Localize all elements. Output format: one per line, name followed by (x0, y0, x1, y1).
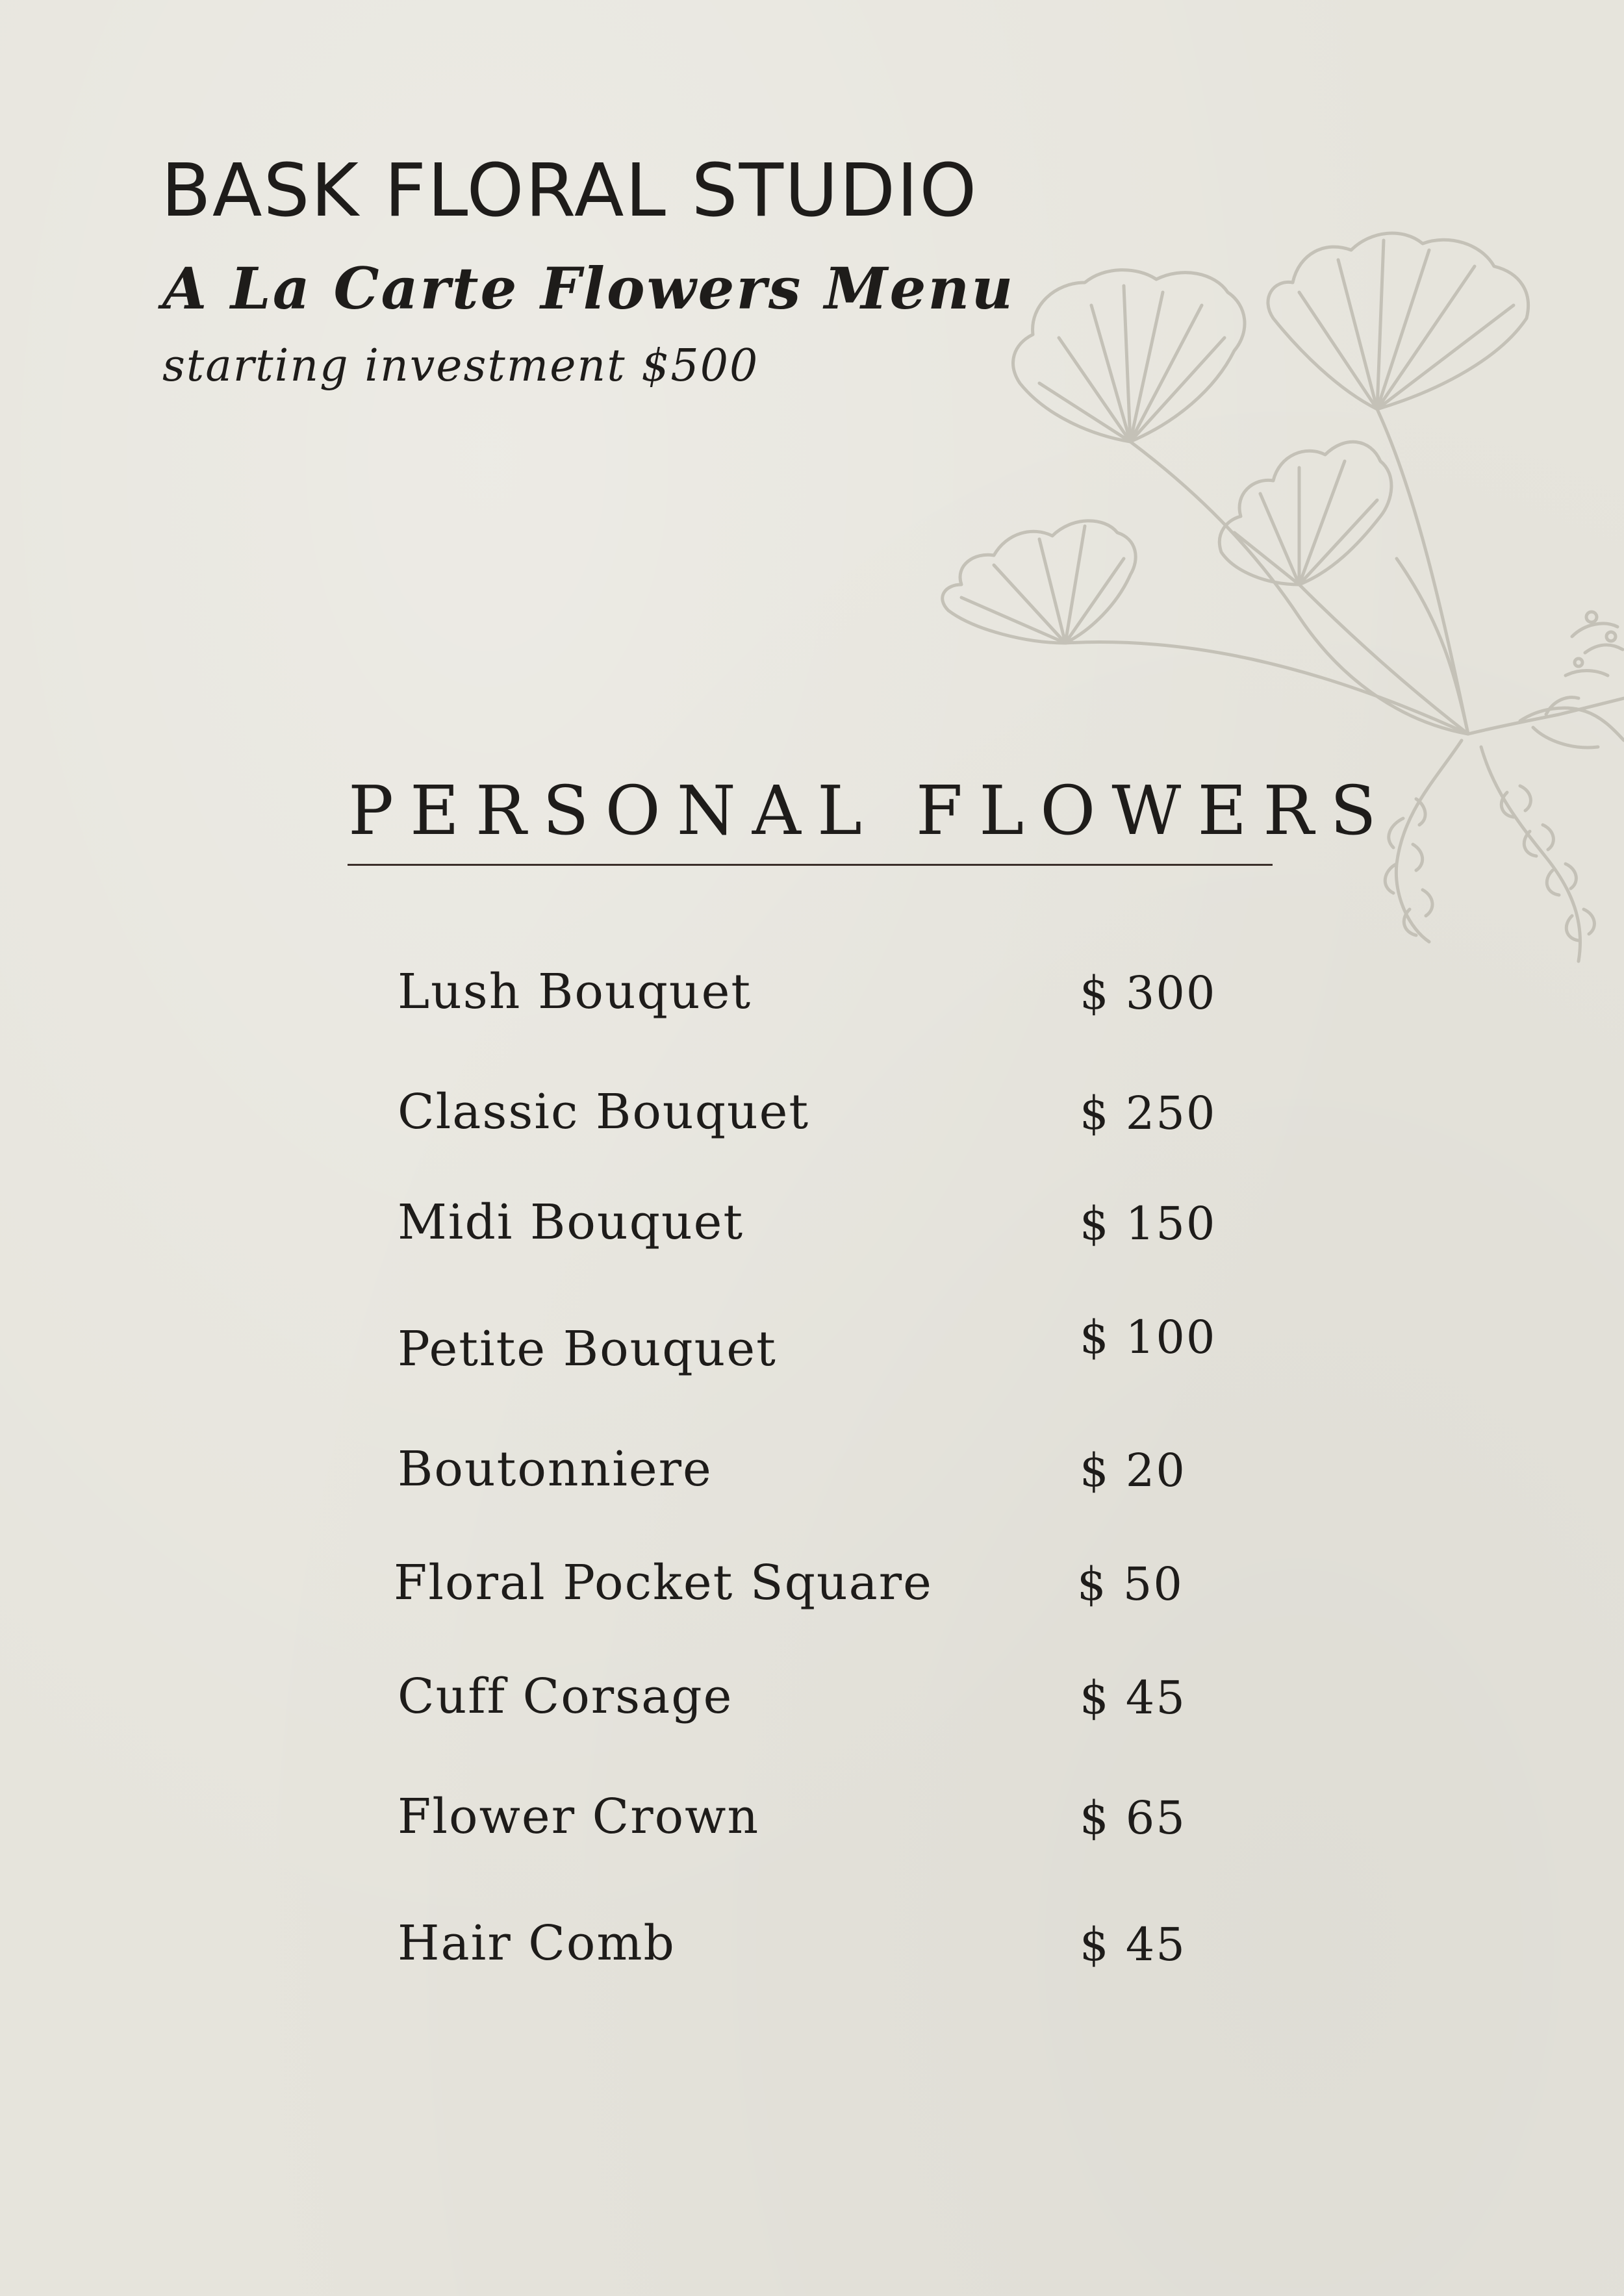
item-name: Cuff Corsage (398, 1669, 733, 1724)
menu-item (0, 1555, 1624, 1637)
item-price: $ 50 (1077, 1558, 1184, 1611)
section-heading: PERSONAL FLOWERS (348, 771, 1393, 850)
item-price: $ 20 (1080, 1444, 1186, 1497)
item-name: Classic Bouquet (398, 1084, 810, 1140)
item-name: Flower Crown (398, 1789, 760, 1845)
menu-item (0, 1669, 1624, 1750)
menu-subtitle: A La Carte Flowers Menu (162, 255, 1015, 322)
menu-item (0, 1789, 1624, 1871)
item-price: $ 65 (1080, 1791, 1186, 1845)
menu-item (0, 964, 1624, 1046)
item-price: $ 45 (1080, 1671, 1186, 1724)
ginkgo-leaves-illustration-icon (896, 221, 1624, 1026)
item-name: Midi Bouquet (398, 1194, 744, 1250)
studio-name: BASK FLORAL STUDIO (161, 149, 978, 233)
item-price: $ 300 (1080, 966, 1217, 1020)
menu-item (0, 1915, 1624, 1997)
item-name: Hair Comb (398, 1915, 676, 1971)
starting-investment-tagline: starting investment $500 (162, 340, 759, 392)
item-name: Lush Bouquet (398, 964, 752, 1020)
item-name: Floral Pocket Square (394, 1555, 933, 1611)
item-price: $ 100 (1080, 1311, 1217, 1364)
menu-item (0, 1194, 1624, 1276)
menu-item (0, 1311, 1624, 1403)
section-divider (348, 864, 1273, 866)
item-name: Petite Bouquet (398, 1321, 777, 1377)
item-price: $ 150 (1080, 1197, 1217, 1250)
item-price: $ 250 (1080, 1087, 1217, 1140)
item-name: Boutonniere (398, 1441, 713, 1497)
menu-item (0, 1441, 1624, 1523)
menu-item (0, 1084, 1624, 1166)
item-price: $ 45 (1080, 1918, 1186, 1971)
